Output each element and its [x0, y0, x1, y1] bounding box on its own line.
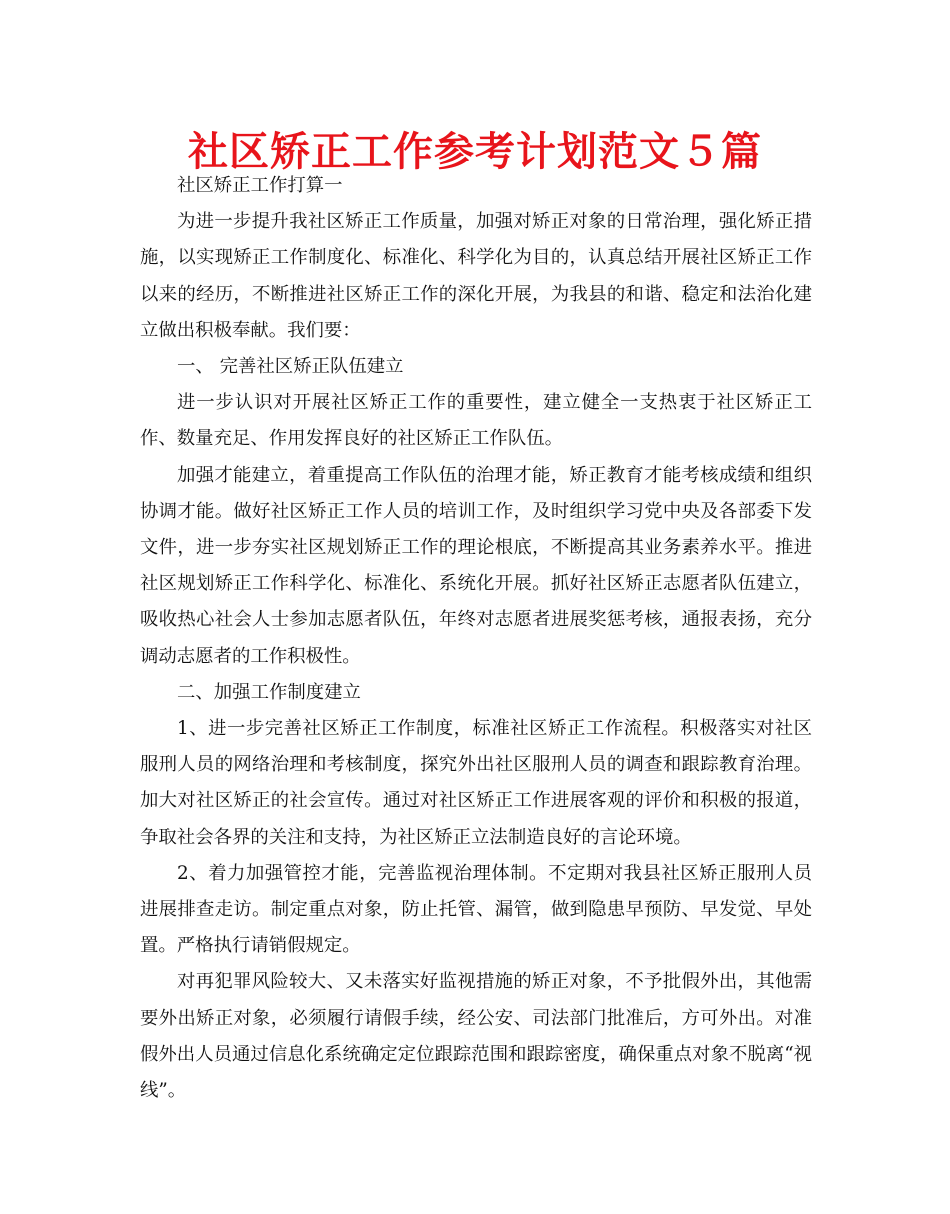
paragraph-item-two: 2、着力加强管控才能，完善监视治理体制。不定期对我县社区矫正服刑人员进展排查走访。制定重点对象，防止托管、漏管，做到隐患早预防、早发觉、早处置。严格执行请销假规定。 [140, 862, 812, 957]
section-heading-one: 一、 完善社区矫正队伍建立 [177, 356, 404, 378]
paragraph-team-importance: 进一步认识对开展社区矫正工作的重要性，建立健全一支热衷于社区矫正工作、数量充足、作用发挥良好的社区矫正工作队伍。 [140, 392, 812, 450]
section-heading-two: 二、加强工作制度建立 [177, 681, 361, 703]
paragraph-intro: 为进一步提升我社区矫正工作质量，加强对矫正对象的日常治理，强化矫正措施，以实现矫正工作制度化、标准化、科学化为目的，认真总结开展社区矫正工作以来的经历，不断推进社区矫正工作的深化开展，为我县的和谐、稳定和法治化建立做出积极奉献。我们要： [140, 211, 812, 341]
paragraph-capability-building: 加强才能建立，着重提高工作队伍的治理才能，矫正教育才能考核成绩和组织协调才能。做好社区矫正工作人员的培训工作，及时组织学习党中央及各部委下发文件，进一步夯实社区规划矫正工作的理论根底，不断提高其业务素养水平。推进社区规划矫正工作科学化、标准化、系统化开展。抓好社区矫正志愿者队伍建立，吸收热心社会人士参加志愿者队伍，年终对志愿者进展奖惩考核，通报表扬，充分调动志愿者的工作积极性。 [140, 464, 812, 667]
paragraph-heading-plan-one: 社区矫正工作打算一 [177, 175, 343, 196]
document-title: 社区矫正工作参考计划范文５篇 [188, 129, 762, 175]
paragraph-leave-control: 对再犯罪风险较大、又未落实好监视措施的矫正对象，不予批假外出，其他需要外出矫正对象，必须履行请假手续，经公安、司法部门批准后，方可外出。对准假外出人员通过信息化系统确定定位跟踪范围和跟踪密度，确保重点对象不脱离“视线”。 [140, 971, 812, 1102]
document-body [140, 168, 812, 1109]
paragraph-item-one: 1、进一步完善社区矫正工作制度，标准社区矫正工作流程。积极落实对社区服刑人员的网络治理和考核制度，探究外出社区服刑人员的调查和跟踪教育治理。加大对社区矫正的社会宣传。通过对社区矫正工作进展客观的评价和积极的报道，争取社会各界的关注和支持，为社区矫正立法制造良好的言论环境。 [140, 718, 812, 848]
